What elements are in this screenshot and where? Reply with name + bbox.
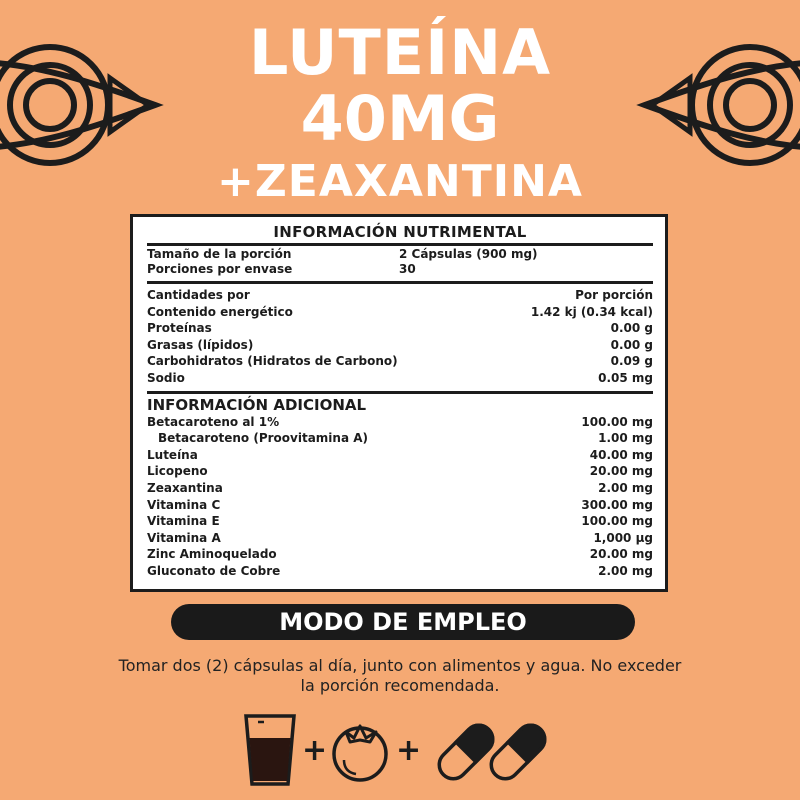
additional-label: Betacaroteno (Proovitamina A) <box>158 431 368 446</box>
nutrient-label: Sodio <box>147 370 185 385</box>
per-serving-label: Por porción <box>575 288 653 302</box>
serving-value: 2 Cápsulas (900 mg) <box>399 247 538 261</box>
additional-row <box>147 563 653 580</box>
usage-icons <box>236 710 566 794</box>
additional-row <box>147 414 653 431</box>
additional-row <box>147 447 653 464</box>
additional-row <box>147 530 653 547</box>
glass-icon <box>246 716 294 784</box>
additional-label: Luteína <box>147 447 198 462</box>
usage-instructions <box>110 656 690 696</box>
title-line-3: +ZEAXANTINA <box>217 156 583 207</box>
nutrient-label: Carbohidratos (Hidratos de Carbono) <box>147 354 398 369</box>
nutrient-value: 0.00 g <box>610 337 653 352</box>
additional-value: 100.00 mg <box>581 514 653 529</box>
additional-value: 1,000 µg <box>593 530 653 545</box>
product-title <box>0 16 800 207</box>
additional-row <box>147 430 653 447</box>
additional-value: 2.00 mg <box>598 563 653 578</box>
additional-row <box>147 480 653 497</box>
additional-heading: INFORMACIÓN ADICIONAL <box>147 395 367 414</box>
additional-row <box>147 497 653 514</box>
additional-row <box>147 463 653 480</box>
additional-label: Vitamina E <box>147 514 220 529</box>
additional-value: 100.00 mg <box>581 414 653 429</box>
nutrient-row <box>147 370 653 387</box>
nutrient-value: 0.00 g <box>610 321 653 336</box>
divider <box>147 243 653 246</box>
additional-value: 1.00 mg <box>598 431 653 446</box>
servings-per-container-label: Porciones por envase <box>147 262 293 276</box>
divider <box>147 391 653 394</box>
plus-sign: + <box>302 733 328 768</box>
capsule-icon <box>433 719 550 784</box>
divider <box>147 281 653 284</box>
additional-label: Zeaxantina <box>147 480 223 495</box>
amounts-label: Cantidades por <box>147 288 250 302</box>
nutrient-value: 0.09 g <box>610 354 653 369</box>
additional-label: Vitamina A <box>147 530 221 545</box>
additional-value: 40.00 mg <box>589 447 653 462</box>
additional-label: Zinc Aminoquelado <box>147 547 277 562</box>
usage-heading-bar <box>171 604 635 640</box>
usage-line-1: Tomar dos (2) cápsulas al día, junto con alimentos y agua. No exceder <box>118 656 682 675</box>
title-line-1: LUTEÍNA <box>248 16 552 89</box>
tomato-icon <box>334 726 386 780</box>
nutrition-facts-panel <box>130 214 668 592</box>
additional-value: 20.00 mg <box>589 464 653 479</box>
additional-label: Licopeno <box>147 464 208 479</box>
nutrient-label: Contenido energético <box>147 304 293 319</box>
usage-heading: MODO DE EMPLEO <box>279 608 527 636</box>
nutrient-label: Proteínas <box>147 321 212 336</box>
nutrient-row <box>147 353 653 370</box>
serving-row <box>147 247 653 262</box>
additional-row <box>147 546 653 563</box>
additional-value: 300.00 mg <box>581 497 653 512</box>
usage-line-2: la porción recomendada. <box>300 676 500 695</box>
nutrition-heading: INFORMACIÓN NUTRIMENTAL <box>273 223 527 241</box>
nutrient-row <box>147 337 653 354</box>
additional-label: Vitamina C <box>147 497 221 512</box>
nutrient-value: 0.05 mg <box>598 370 653 385</box>
nutrient-label: Grasas (lípidos) <box>147 337 254 352</box>
additional-label: Betacaroteno al 1% <box>147 414 280 429</box>
additional-value: 2.00 mg <box>598 480 653 495</box>
additional-value: 20.00 mg <box>589 547 653 562</box>
additional-row <box>147 513 653 530</box>
additional-label: Gluconato de Cobre <box>147 563 281 578</box>
nutrient-value: 1.42 kj (0.34 kcal) <box>530 304 653 319</box>
servings-per-container-row <box>147 262 653 277</box>
nutrient-row <box>147 304 653 321</box>
plus-sign: + <box>396 733 422 768</box>
serving-label: Tamaño de la porción <box>147 247 292 261</box>
title-line-2: 40MG <box>300 82 500 155</box>
nutrient-row <box>147 320 653 337</box>
amounts-header-row <box>147 287 653 304</box>
servings-per-container-value: 30 <box>399 262 416 276</box>
